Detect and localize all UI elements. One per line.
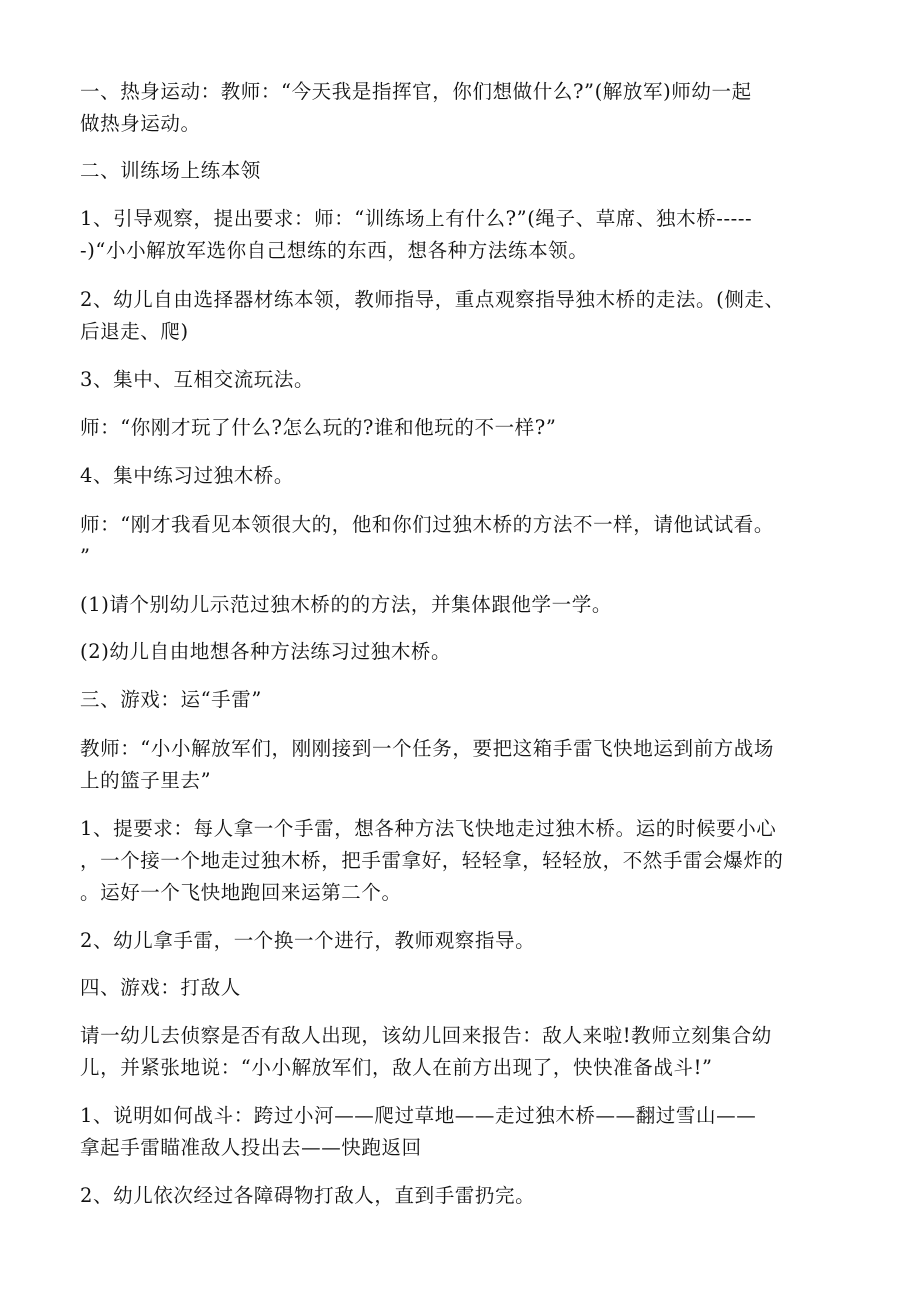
- text-line: 拿起手雷瞄准敌人投出去——快跑返回: [80, 1136, 422, 1159]
- text-line: 三、游戏：运“手雷”: [80, 688, 262, 711]
- text-line: 上的篮子里去”: [80, 769, 212, 792]
- section-heading-grenade: [80, 684, 840, 716]
- paragraph-requirements: [80, 813, 840, 909]
- paragraph-teacher-question: [80, 412, 840, 444]
- text-line: 1、说明如何战斗：跨过小河——爬过草地——走过独木桥——翻过雪山——: [80, 1104, 757, 1127]
- text-line: 2、幼儿依次经过各障碍物打敌人，直到手雷扔完。: [80, 1184, 536, 1207]
- text-line: -)“小小解放军选你自己想练的东西，想各种方法练本领。: [80, 239, 589, 262]
- paragraph-teacher-demo: [80, 509, 840, 573]
- section-heading-training: [80, 155, 840, 187]
- text-line: 4、集中练习过独木桥。: [80, 464, 295, 487]
- text-line: (1)请个别幼儿示范过独木桥的的方法，并集体跟他学一学。: [80, 593, 612, 616]
- paragraph-teacher-task: [80, 733, 840, 797]
- text-line: (2)幼儿自由地想各种方法练习过独木桥。: [80, 640, 452, 663]
- text-line: 二、训练场上练本领: [80, 159, 261, 182]
- text-line: 师：“刚才我看见本领很大的，他和你们过独木桥的方法不一样，请他试试看。: [80, 513, 774, 536]
- text-line: 2、幼儿自由选择器材练本领，教师指导，重点观察指导独木桥的走法。(侧走、: [80, 288, 785, 311]
- paragraph-battle-step-2: [80, 1180, 840, 1212]
- text-line: 教师：“小小解放军们，刚刚接到一个任务，要把这箱手雷飞快地运到前方战场: [80, 737, 774, 760]
- text-line: 后退走、爬): [80, 320, 189, 343]
- text-line: ，一个接一个地走过独木桥，把手雷拿好，轻轻拿，轻轻放，不然手雷会爆炸的: [80, 849, 784, 872]
- text-line: 一、热身运动：教师：“今天我是指挥官，你们想做什么?”(解放军)师幼一起: [80, 80, 752, 103]
- text-line: 做热身运动。: [80, 112, 201, 135]
- paragraph-warmup: [80, 76, 840, 140]
- paragraph-grenade-step-2: [80, 925, 840, 957]
- text-line: 请一幼儿去侦察是否有敌人出现，该幼儿回来报告：敌人来啦!教师立刻集合幼: [80, 1024, 772, 1047]
- text-line: 四、游戏：打敌人: [80, 976, 241, 999]
- text-line: 儿，并紧张地说：“小小解放军们，敌人在前方出现了，快快准备战斗!”: [80, 1056, 713, 1079]
- paragraph-sub-1: [80, 589, 840, 621]
- section-heading-enemy: [80, 972, 840, 1004]
- paragraph-sub-2: [80, 636, 840, 668]
- text-line: 3、集中、互相交流玩法。: [80, 368, 315, 391]
- paragraph-scout-report: [80, 1020, 840, 1084]
- text-line: 1、提要求：每人拿一个手雷，想各种方法飞快地走过独木桥。运的时候要小心: [80, 817, 777, 840]
- paragraph-step-2: [80, 284, 840, 348]
- text-line: 2、幼儿拿手雷，一个换一个进行，教师观察指导。: [80, 929, 536, 952]
- paragraph-battle-route: [80, 1100, 840, 1164]
- text-line: ”: [80, 545, 91, 568]
- text-line: 。运好一个飞快地跑回来运第二个。: [80, 881, 402, 904]
- text-line: 师：“你刚才玩了什么?怎么玩的?谁和他玩的不一样?”: [80, 416, 557, 439]
- paragraph-step-3: [80, 364, 840, 396]
- text-line: 1、引导观察，提出要求：师：“训练场上有什么?”(绳子、草席、独木桥-----: [80, 207, 753, 230]
- paragraph-step-4: [80, 460, 840, 492]
- paragraph-step-1: [80, 203, 840, 267]
